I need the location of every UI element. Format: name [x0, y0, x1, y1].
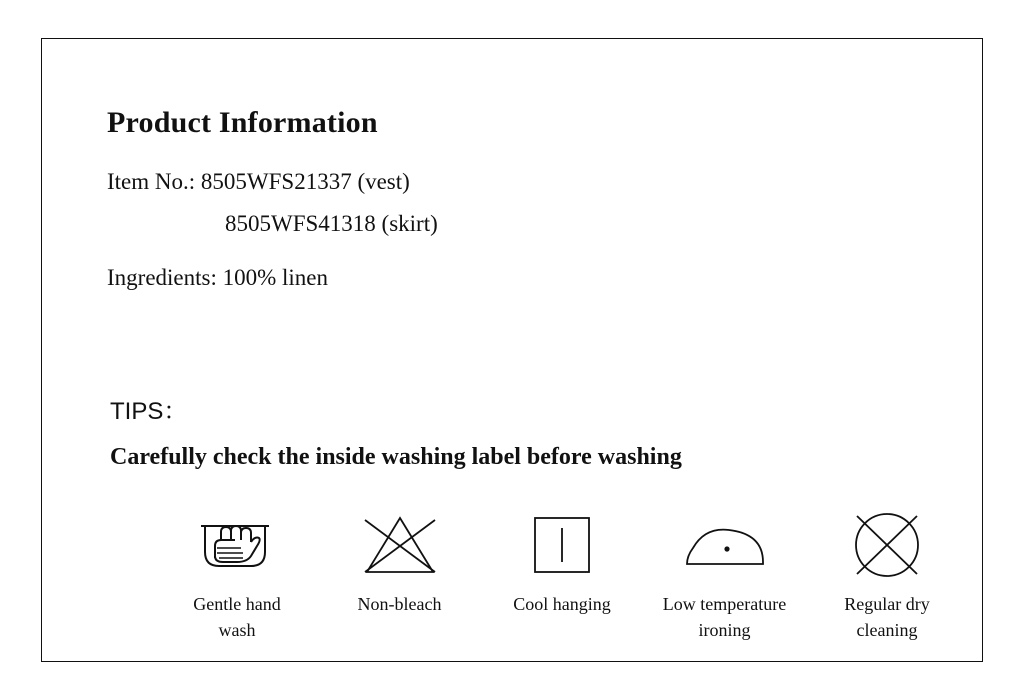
non-bleach-icon	[352, 507, 448, 583]
low-temperature-ironing-icon	[677, 507, 773, 583]
hand-wash-icon	[189, 507, 285, 583]
care-symbol-low-temperature-ironing	[650, 507, 800, 643]
ingredients-line: Ingredients: 100% linen	[107, 265, 329, 290]
care-symbol-cool-hanging	[487, 507, 637, 617]
regular-dry-cleaning-icon	[839, 507, 935, 583]
care-symbol-caption: Cool hanging	[513, 594, 611, 614]
care-symbol-regular-dry-cleaning	[812, 507, 962, 643]
care-symbol-caption: Low temperature ironing	[662, 594, 787, 641]
page-title: Product Information	[107, 106, 378, 139]
care-symbol-hand-wash	[162, 507, 312, 643]
washing-notice: Carefully check the inside washing label before washing	[110, 444, 682, 470]
care-symbol-caption: Regular dry cleaning	[844, 594, 930, 641]
item-number-line-1: Item No.: 8505WFS21337 (vest)	[107, 169, 410, 194]
tips-label: TIPS：	[110, 398, 188, 425]
information-card	[41, 38, 983, 662]
cool-hanging-icon	[514, 507, 610, 583]
item-number-line-2: 8505WFS41318 (skirt)	[225, 211, 438, 236]
care-symbol-non-bleach	[325, 507, 475, 617]
care-symbol-caption: Gentle hand wash	[193, 594, 281, 641]
care-symbol-caption: Non-bleach	[357, 594, 442, 614]
care-symbol-list	[162, 507, 962, 652]
